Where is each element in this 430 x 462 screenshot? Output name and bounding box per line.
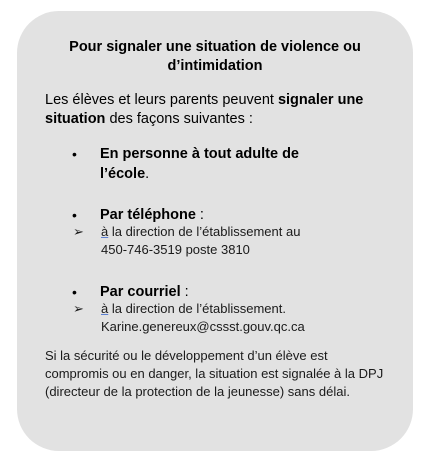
email-address: Karine.genereux@cssst.gouv.qc.ca: [101, 319, 305, 334]
bullet-email-label: Par courriel: [100, 284, 181, 300]
email-detail-first-letter: à: [101, 301, 109, 316]
phone-detail-first-letter: à: [101, 224, 109, 239]
bullet-in-person-after: .: [145, 166, 150, 182]
phone-detail-line-1: la direction de l’établissement au: [108, 224, 301, 239]
intro-prefix: Les élèves et leurs parents peuvent: [45, 92, 278, 108]
bullet-phone-label: Par téléphone: [100, 207, 196, 223]
title-line-2: d’intimidation: [167, 58, 263, 74]
arrow-right-icon: ➢: [73, 224, 84, 239]
phone-number: 450-746-3519 poste 3810: [101, 242, 250, 257]
bullet-email-after: :: [180, 284, 189, 300]
intro-bold: signaler une situation: [45, 92, 364, 127]
arrow-right-icon: ➢: [73, 301, 84, 316]
bullet-in-person-label: En personne à tout adulte de l’école: [100, 146, 299, 182]
bullet-dot-icon: •: [72, 146, 77, 162]
info-card: [17, 11, 413, 451]
card-title: [17, 38, 413, 76]
email-detail-line-1: la direction de l’établissement.: [108, 301, 286, 316]
bullet-dot-icon: •: [72, 284, 77, 300]
bullet-dot-icon: •: [72, 207, 77, 223]
intro-suffix: des façons suivantes :: [105, 111, 253, 127]
bullet-phone-after: :: [195, 207, 204, 223]
title-line-1: Pour signaler une situation de violence ou: [69, 39, 361, 55]
footer-paragraph: Si la sécurité ou le développement d’un élève est compromis ou en danger, la situation est signalée à la DPJ (directeur de la protection de la jeunesse) sans délai.: [45, 348, 384, 399]
intro-paragraph: [45, 91, 395, 129]
